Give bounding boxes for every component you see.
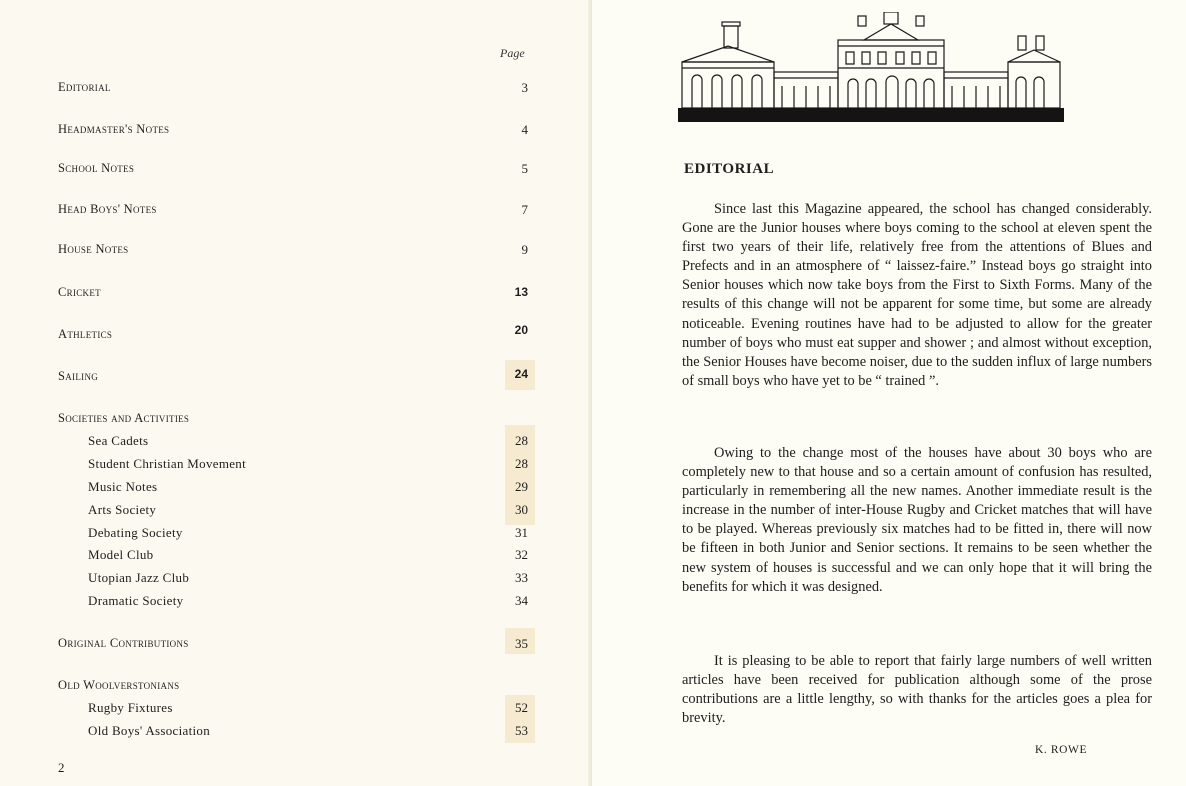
toc-page-number: 28 — [515, 433, 528, 448]
toc-page-number: 13 — [514, 285, 528, 299]
editorial-paragraph: It is pleasing to be able to report that fairly large numbers of well written articles have been received for publication although some of the prose contributions are a little lengthy, so with thanks for the articles goes a plea for brevity. — [682, 653, 1152, 727]
toc-group-old-woolverstonians — [58, 678, 530, 698]
toc-entry-rugby-fixtures[interactable] — [58, 700, 530, 720]
toc-title: Old Boys' Association — [88, 723, 211, 738]
toc-title: School Notes — [58, 161, 135, 175]
toc-page-number: 31 — [515, 525, 528, 540]
toc-title: Editorial — [58, 80, 111, 94]
editorial-signature: K. ROWE — [1035, 744, 1088, 756]
toc-page-number: 52 — [515, 700, 528, 715]
toc-page-number: 35 — [515, 636, 528, 651]
toc-title: Sailing — [58, 369, 99, 383]
toc-entry-music-notes[interactable] — [58, 479, 530, 499]
toc-entry-student-christian-movement[interactable] — [58, 456, 530, 476]
toc-entry-debating-society[interactable] — [58, 525, 530, 545]
toc-page-number: 5 — [521, 161, 528, 176]
toc-page-number: 7 — [521, 202, 528, 217]
toc-title: Head Boys' Notes — [58, 202, 157, 216]
toc-entry-cricket[interactable] — [58, 285, 530, 305]
toc-page-number: 33 — [515, 570, 528, 585]
toc-entry-head-boys-notes[interactable] — [58, 202, 530, 222]
toc-entry-athletics[interactable] — [58, 323, 530, 347]
toc-group-title: Societies and Activities — [58, 411, 190, 425]
toc-title: Rugby Fixtures — [88, 700, 173, 715]
toc-entry-utopian-jazz-club[interactable] — [58, 570, 530, 590]
editorial-heading: EDITORIAL — [684, 161, 775, 177]
toc-title: Original Contributions — [58, 636, 189, 650]
toc-entry-school-notes[interactable] — [58, 161, 530, 181]
toc-entry-house-notes[interactable] — [58, 242, 530, 262]
toc-title: House Notes — [58, 242, 129, 256]
toc-title: Utopian Jazz Club — [88, 570, 190, 585]
toc-title: Headmaster's Notes — [58, 122, 170, 136]
toc-page-number: 28 — [515, 456, 528, 471]
toc-page-number: 30 — [515, 502, 528, 517]
toc-entry-arts-society[interactable] — [58, 502, 530, 522]
editorial-page — [592, 0, 1186, 786]
page-number: 2 — [58, 760, 65, 775]
toc-entry-original-contributions[interactable] — [58, 636, 530, 656]
toc-page-number: 32 — [515, 547, 528, 562]
toc-title: Arts Society — [88, 502, 157, 517]
editorial-paragraph: Owing to the change most of the houses have about 30 boys who are completely new to that house and so a certain amount of confusion has resulted, particularly in remembering all the new names. Another immediate result is the increase in the number of inter-House Rugby and Cricket matches that will have to be played. Whereas previously six matches had to be fitted in, there will now be fifteen in both Junior and Senior sections. It remains to be seen whether the new system of houses is successful and we can only hope that it will bring the benefits for which it was designed. — [682, 445, 1152, 595]
toc-entry-sea-cadets[interactable] — [58, 433, 530, 453]
toc-page-number: 29 — [515, 479, 528, 494]
toc-page-number: 20 — [514, 323, 528, 337]
toc-entry-dramatic-society[interactable] — [58, 593, 530, 613]
toc-page-number: 53 — [515, 723, 528, 738]
toc-page-number: 4 — [521, 122, 528, 137]
toc-entry-editorial[interactable] — [58, 80, 530, 100]
toc-title: Debating Society — [88, 525, 183, 540]
toc-title: Cricket — [58, 285, 101, 299]
school-building-illustration — [678, 12, 1064, 124]
toc-entry-sailing[interactable] — [58, 369, 530, 389]
toc-page-number: 9 — [521, 242, 528, 257]
toc-page-number: 34 — [515, 593, 528, 608]
toc-title: Dramatic Society — [88, 593, 184, 608]
toc-title: Music Notes — [88, 479, 158, 494]
toc-group-title: Old Woolverstonians — [58, 678, 180, 692]
toc-page-number: 3 — [521, 80, 528, 95]
page-column-label: Page — [500, 46, 525, 60]
toc-title: Athletics — [58, 327, 113, 341]
toc-title: Model Club — [88, 547, 154, 562]
toc-entry-headmasters-notes[interactable] — [58, 122, 530, 142]
toc-title: Student Christian Movement — [88, 456, 247, 471]
toc-entry-model-club[interactable] — [58, 547, 530, 567]
contents-page — [0, 0, 592, 786]
editorial-paragraph: Since last this Magazine appeared, the school has changed considerably. Gone are the Junior houses where boys coming to the school at eleven spent the first two years of their life, relatively free from the attentions of Blues and Prefects and in an atmosphere of “ laissez-faire.” Instead boys go straight into Senior houses which now take boys from the First to Sixth Forms. Many of the results of this change will not be apparent for some time, but some are already noticeable. Evening routines have had to be adjusted to allow for the greater number of boys who must eat supper and shower ; and almost without exception, the Senior Houses have become noiser, due to the sudden influx of large numbers of small boys who have yet to be “ trained ”. — [682, 201, 1152, 389]
toc-group-societies-and-activities — [58, 411, 530, 431]
toc-entry-old-boys-association[interactable] — [58, 723, 530, 743]
toc-title: Sea Cadets — [88, 433, 149, 448]
toc-page-number: 24 — [514, 367, 528, 381]
